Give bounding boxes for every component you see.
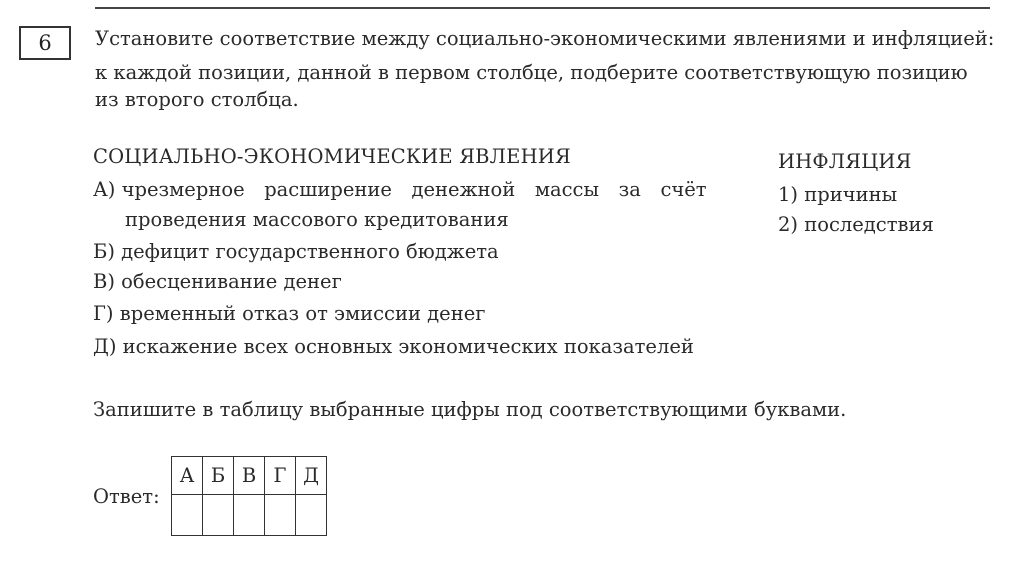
- right-item-1: [778, 183, 897, 207]
- list-item-a: [93, 178, 707, 202]
- item-letter: Б): [93, 240, 115, 263]
- intro-line-2: к каждой позиции, данной в первом столбце, подберите соответствующую позицию: [95, 61, 968, 84]
- item-text: искажение всех основных экономических показателей: [122, 335, 694, 358]
- answer-input-cell-d[interactable]: [296, 495, 327, 536]
- top-rule: [95, 7, 990, 9]
- item-text: обесценивание денег: [121, 270, 342, 293]
- answer-letters-row: [172, 457, 327, 495]
- item-text: временный отказ от эмиссии денег: [119, 302, 486, 325]
- intro-line-3: из второго столбца.: [95, 88, 299, 111]
- answer-input-cell-a[interactable]: [172, 495, 203, 536]
- answer-label: Ответ:: [93, 485, 160, 508]
- intro-line-1: Установите соответствие между социально-экономическими явлениями и инфляцией:: [95, 27, 995, 50]
- list-item-a-continuation: проведения массового кредитования: [125, 208, 509, 231]
- item-letter: А): [93, 178, 116, 201]
- list-item-d: [93, 335, 694, 359]
- answer-letter-cell: В: [234, 457, 265, 495]
- list-item-v: [93, 270, 342, 294]
- answer-input-cell-v[interactable]: [234, 495, 265, 536]
- item-letter: В): [93, 270, 115, 293]
- item-text: последствия: [804, 213, 934, 236]
- answer-input-cell-g[interactable]: [265, 495, 296, 536]
- right-column-heading: ИНФЛЯЦИЯ: [778, 150, 912, 173]
- item-letter: Г): [93, 302, 114, 325]
- left-column-heading: СОЦИАЛЬНО-ЭКОНОМИЧЕСКИЕ ЯВЛЕНИЯ: [93, 145, 571, 168]
- item-text: дефицит государственного бюджета: [121, 240, 499, 263]
- answer-input-cell-b[interactable]: [203, 495, 234, 536]
- item-text: причины: [804, 183, 898, 206]
- right-item-2: [778, 213, 934, 237]
- instruction-text: Запишите в таблицу выбранные цифры под соответствующими буквами.: [93, 398, 847, 421]
- answer-letter-cell: А: [172, 457, 203, 495]
- answer-input-row: [172, 495, 327, 536]
- item-number: 1): [778, 183, 799, 206]
- list-item-b: [93, 240, 499, 264]
- item-number: 2): [778, 213, 799, 236]
- answer-letter-cell: Г: [265, 457, 296, 495]
- item-text: чрезмерное расширение денежной массы за счёт: [121, 178, 707, 201]
- question-number: 6: [19, 26, 71, 60]
- answer-letter-cell: Б: [203, 457, 234, 495]
- list-item-g: [93, 302, 485, 326]
- answer-letter-cell: Д: [296, 457, 327, 495]
- item-letter: Д): [93, 335, 117, 358]
- answer-table: [171, 456, 327, 536]
